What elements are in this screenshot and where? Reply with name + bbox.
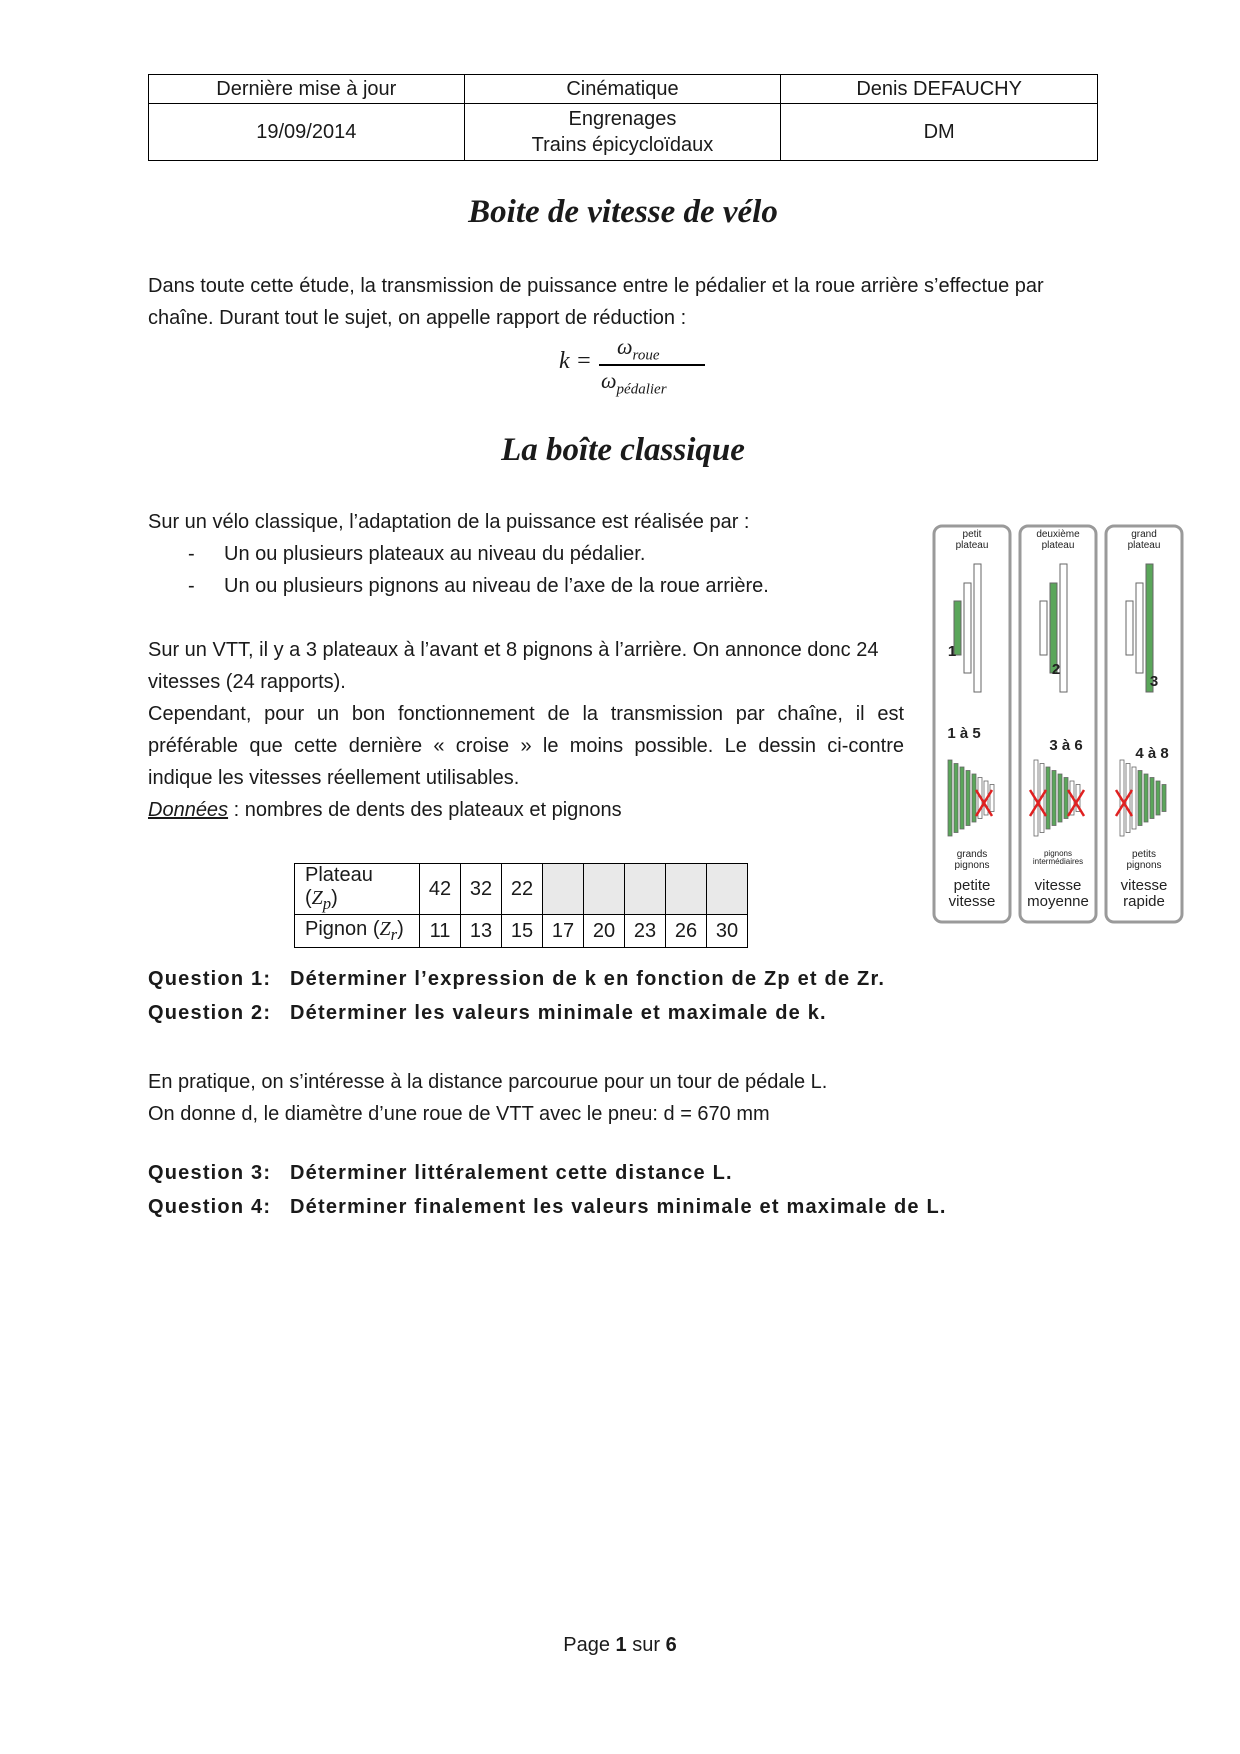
sprocket-bar <box>1064 778 1068 819</box>
sprocket-bar <box>948 760 952 836</box>
sprocket-bar <box>1046 767 1050 829</box>
donnees-line: Données : nombres de dents des plateaux et pignons <box>148 799 622 821</box>
panel-top-label: petit plateau <box>955 529 989 551</box>
question-1 <box>148 968 885 991</box>
intro-line-1: Dans toute cette étude, la transmission de puissance entre le pédalier et la roue arrière s’effectue par <box>148 275 1044 297</box>
header-topic <box>464 104 781 161</box>
plateau-cell-empty <box>625 864 666 915</box>
question-text: Déterminer les valeurs minimale et maximale de k. <box>290 1002 827 1024</box>
question-text: Déterminer littéralement cette distance L. <box>290 1162 733 1184</box>
panel-speed-label: vitesse rapide <box>1120 877 1168 910</box>
page-footer: Page 1 sur 6 <box>563 1634 677 1656</box>
sprocket-bar <box>966 771 970 826</box>
sprocket-bar <box>990 785 994 812</box>
table-row-plateau <box>295 864 748 915</box>
header-date: 19/09/2014 <box>149 104 465 161</box>
pignon-cell: 13 <box>461 915 502 948</box>
sprocket-bar <box>1162 785 1166 812</box>
section-title: La boîte classique <box>501 432 745 468</box>
total-pages: 6 <box>665 1634 677 1656</box>
chainring-bar <box>1040 601 1047 655</box>
pignon-cell: 23 <box>625 915 666 948</box>
speed-range-label: 1 à 5 <box>947 725 981 742</box>
plateau-cell-empty <box>584 864 625 915</box>
sprocket-bar <box>1150 778 1154 819</box>
question-number: Question 1: <box>148 968 272 990</box>
pignon-cell: 17 <box>543 915 584 948</box>
bullet-list <box>148 538 928 602</box>
formula-numerator: $\omega_{roue}$ <box>617 334 660 364</box>
panel-top-label: grand plateau <box>1127 529 1161 551</box>
plateau-cell: 22 <box>502 864 543 915</box>
header-subject: Cinématique <box>464 75 781 104</box>
question-number: Question 3: <box>148 1162 272 1184</box>
question-number: Question 2: <box>148 1002 272 1024</box>
plateau-label: Plateau $(Z_p)$ <box>295 864 420 915</box>
vtt-line-1: Sur un VTT, il y a 3 plateaux à l’avant et 8 pignons à l’arrière. On annonce donc 24 <box>148 639 879 661</box>
classic-intro: Sur un vélo classique, l’adaptation de la puissance est réalisée par : <box>148 511 750 533</box>
formula-denominator: $\omega_{pédalier}$ <box>601 368 667 398</box>
cross-paragraph: Cependant, pour un bon fonctionnement de la transmission par chaîne, il est préférable que cette dernière « croise » le moins possible. Le dessin ci-contre indique les vitesses réellement utilisables. <box>148 703 904 789</box>
header-topic-line2: Trains épicycloïdaux <box>531 134 714 156</box>
pignon-cell: 26 <box>666 915 707 948</box>
vtt-line-2: vitesses (24 rapports). <box>148 671 346 693</box>
header-table <box>148 74 1098 161</box>
formula-lhs: k = <box>559 348 592 374</box>
panel-speed-label: vitesse moyenne <box>1027 877 1089 910</box>
sprocket-bar <box>1144 774 1148 822</box>
chainring-bar <box>974 564 981 692</box>
sprocket-bar <box>1156 781 1160 815</box>
teeth-table <box>294 863 748 948</box>
sprocket-bar <box>1138 771 1142 826</box>
header-topic-line1: Engrenages <box>568 108 677 130</box>
panel-top-label: deuxième plateau <box>1036 529 1080 551</box>
practice-line-1: En pratique, on s’intéresse à la distance parcourue pour un tour de pédale L. <box>148 1071 828 1093</box>
chainring-bar <box>1136 583 1143 673</box>
gear-diagram <box>932 524 1184 924</box>
chainring-bar <box>964 583 971 673</box>
question-3 <box>148 1162 733 1185</box>
plateau-number: 3 <box>1149 673 1159 690</box>
sprocket-caption: petits pignons <box>1126 849 1162 871</box>
header-label-last-update: Dernière mise à jour <box>149 75 465 104</box>
question-number: Question 4: <box>148 1196 272 1218</box>
plateau-number: 1 <box>947 643 957 660</box>
plateau-cell: 42 <box>420 864 461 915</box>
plateau-cell-empty <box>707 864 748 915</box>
sprocket-bar <box>1132 767 1136 829</box>
list-item: - Un ou plusieurs pignons au niveau de l’axe de la roue arrière. <box>188 575 769 597</box>
table-row-pignon <box>295 915 748 948</box>
chainring-bar <box>1050 583 1057 673</box>
plateau-cell-empty <box>543 864 584 915</box>
pignon-cell: 11 <box>420 915 461 948</box>
question-text: Déterminer finalement les valeurs minimale et maximale de L. <box>290 1196 947 1218</box>
intro-line-2: chaîne. Durant tout le sujet, on appelle rapport de réduction : <box>148 307 687 329</box>
list-item: - Un ou plusieurs plateaux au niveau du pédalier. <box>188 543 646 565</box>
reduction-ratio-formula <box>555 334 705 398</box>
panel-speed-label: petite vitesse <box>948 877 996 910</box>
current-page: 1 <box>615 1634 627 1656</box>
sprocket-bar <box>1058 774 1062 822</box>
sprocket-bar <box>960 767 964 829</box>
question-text: Déterminer l’expression de k en fonction de Zp et de Zr. <box>290 968 886 990</box>
plateau-cell: 32 <box>461 864 502 915</box>
speed-range-label: 4 à 8 <box>1135 745 1169 762</box>
fraction-bar <box>599 364 705 366</box>
plateau-number: 2 <box>1051 661 1061 678</box>
pignon-cell: 30 <box>707 915 748 948</box>
pignon-cell: 15 <box>502 915 543 948</box>
page-title: Boite de vitesse de vélo <box>468 194 778 230</box>
plateau-cell-empty <box>666 864 707 915</box>
header-author: Denis DEFAUCHY <box>781 75 1098 104</box>
header-type: DM <box>781 104 1098 161</box>
pignon-cell: 20 <box>584 915 625 948</box>
pignon-label: Pignon $(Z_r)$ <box>295 915 420 948</box>
chainring-bar <box>1126 601 1133 655</box>
question-4 <box>148 1196 947 1219</box>
question-2 <box>148 1002 827 1025</box>
speed-range-label: 3 à 6 <box>1049 737 1083 754</box>
sprocket-bar <box>954 764 958 833</box>
sprocket-bar <box>1052 771 1056 826</box>
sprocket-caption: grands pignons <box>954 849 990 871</box>
practice-line-2: On donne d, le diamètre d’une roue de VTT avec le pneu: d = 670 mm <box>148 1103 770 1125</box>
sprocket-caption: pignons intermédiaires <box>1032 849 1084 867</box>
donnees-label: Données <box>148 799 229 821</box>
